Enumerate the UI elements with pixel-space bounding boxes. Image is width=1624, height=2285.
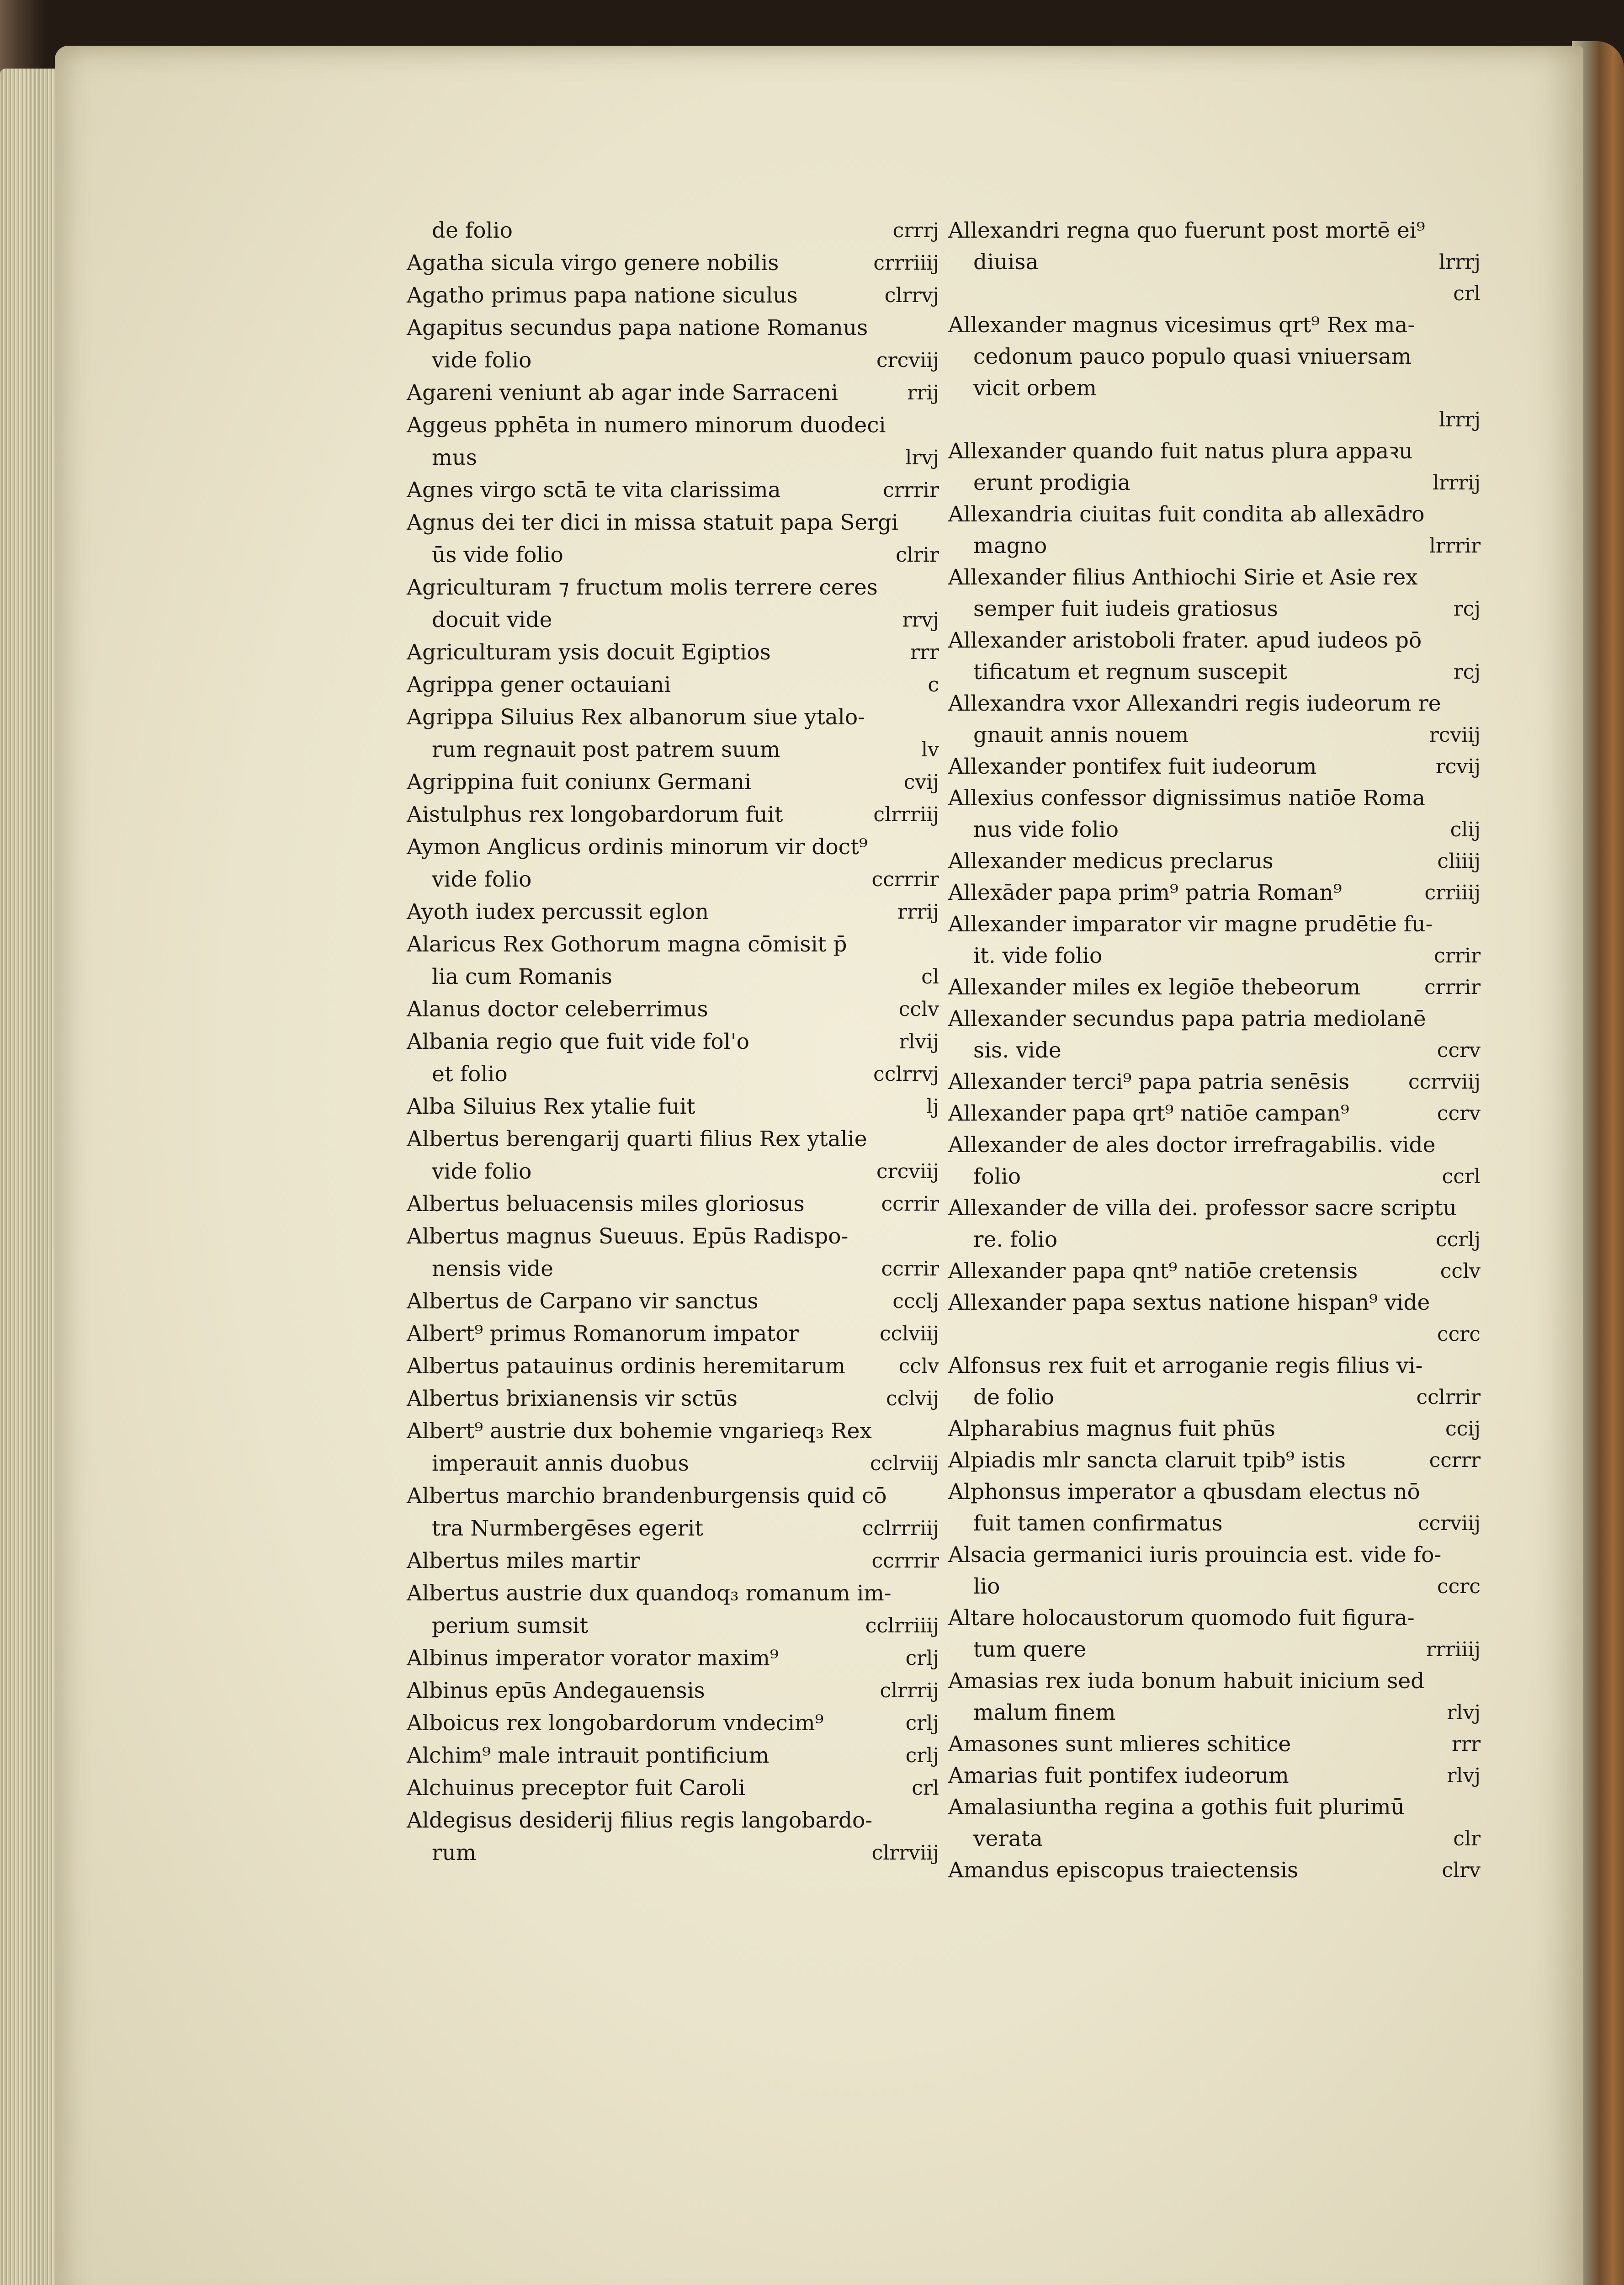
entry-folio-number: cclv xyxy=(898,998,939,1021)
entry-text: Allexander de villa dei. professor sacre scriptu xyxy=(948,1196,1457,1221)
entry-folio-number: rcviij xyxy=(1429,723,1481,747)
entry-folio-number: crrriiij xyxy=(873,251,939,275)
entry-text: tum quere xyxy=(973,1637,1087,1662)
entry-folio-number: lrrrij xyxy=(1433,471,1481,494)
entry-text: Alaricus Rex Gothorum magna cōmisit p̄ xyxy=(407,932,847,957)
entry-folio-number: crrrir xyxy=(883,478,939,502)
entry-text: vicit orbem xyxy=(973,376,1097,401)
entry-folio-number: crl xyxy=(1453,282,1481,305)
entry-text: Agatho primus papa natione siculus xyxy=(407,283,798,308)
entry-text: Agrippina fuit coniunx Germani xyxy=(407,770,752,795)
entry-folio-number: cclv xyxy=(898,1355,939,1378)
entry-text: Ayoth iudex percussit eglon xyxy=(407,899,709,925)
entry-folio-number: cclvij xyxy=(886,1387,939,1410)
entry-folio-number: lv xyxy=(921,738,939,761)
entry-text: Allexander aristoboli frater. apud iudeos pō xyxy=(948,628,1422,653)
entry-text: lia cum Romanis xyxy=(432,964,612,989)
entry-folio-number: rrriiij xyxy=(1426,1638,1481,1661)
entry-folio-number: ccrrir xyxy=(881,1192,939,1216)
entry-folio-number: clrrviij xyxy=(871,1841,939,1865)
entry-text: Albinus imperator vorator maxim⁹ xyxy=(407,1646,779,1671)
entry-folio-number: cl xyxy=(921,965,939,988)
entry-folio-number: ccrrrir xyxy=(871,868,939,891)
entry-text: Alchim⁹ male intrauit pontificium xyxy=(407,1743,770,1768)
entry-text: Albertus berengarij quarti filius Rex ytalie xyxy=(407,1127,867,1152)
right-column xyxy=(948,215,1481,1915)
entry-folio-number: clrrrij xyxy=(880,1679,939,1702)
entry-text: docuit vide xyxy=(432,607,552,632)
entry-text: Albinus epūs Andegauensis xyxy=(407,1678,705,1703)
entry-text: tra Nurmbergēses egerit xyxy=(432,1516,704,1541)
entry-text: Allexāder papa prim⁹ patria Roman⁹ xyxy=(948,880,1342,905)
entry-text: de folio xyxy=(973,1385,1054,1410)
entry-text: Aldegisus desiderij filius regis langobardo- xyxy=(407,1808,873,1833)
entry-folio-number: cvij xyxy=(903,771,939,794)
entry-folio-number: lrrrir xyxy=(1429,534,1481,558)
entry-text: Albertus marchio brandenburgensis quid cō xyxy=(407,1483,887,1509)
entry-text: Alba Siluius Rex ytalie fuit xyxy=(407,1094,695,1119)
entry-folio-number: crcviij xyxy=(876,349,939,372)
entry-text: Allexandria ciuitas fuit condita ab allexādro xyxy=(948,502,1425,527)
entry-folio-number: crlj xyxy=(905,1647,939,1670)
entry-folio-number: ccrv xyxy=(1437,1102,1481,1125)
entry-text: Albertus patauinus ordinis heremitarum xyxy=(407,1354,845,1379)
entry-text: Alanus doctor celeberrimus xyxy=(407,997,708,1022)
entry-text: Agrippa Siluius Rex albanorum siue ytalo- xyxy=(407,705,865,730)
entry-folio-number: crlj xyxy=(905,1744,939,1767)
entry-text: Alfonsus rex fuit et arroganie regis filius vi- xyxy=(948,1353,1423,1378)
entry-text: Alpharabius magnus fuit phūs xyxy=(948,1416,1275,1441)
entry-text: Albertus de Carpano vir sanctus xyxy=(407,1289,759,1314)
entry-text: lio xyxy=(973,1574,1000,1599)
entry-folio-number: cliiij xyxy=(1437,850,1481,873)
entry-text: Albertus austrie dux quandoq₃ romanum im- xyxy=(407,1581,892,1606)
entry-text: Allexander papa qnt⁹ natiōe cretensis xyxy=(948,1259,1358,1284)
entry-folio-number: ccrc xyxy=(1437,1323,1481,1346)
entry-text: malum finem xyxy=(973,1700,1116,1725)
entry-text: sis. vide xyxy=(973,1038,1061,1063)
entry-text: nensis vide xyxy=(432,1256,554,1281)
entry-folio-number: crrrir xyxy=(1424,976,1481,999)
index-text-area xyxy=(407,215,1481,1915)
entry-folio-number: crrir xyxy=(1434,944,1481,967)
entry-folio-number: cclrrvj xyxy=(873,1063,939,1086)
entry-text: Albert⁹ austrie dux bohemie vngarieq₃ Rex xyxy=(407,1419,872,1444)
entry-folio-number: lrvj xyxy=(905,446,939,469)
entry-text: tificatum et regnum suscepit xyxy=(973,659,1287,685)
entry-text: Albertus brixianensis vir sctūs xyxy=(407,1386,738,1411)
entry-folio-number: ccrv xyxy=(1437,1039,1481,1062)
entry-text: fuit tamen confirmatus xyxy=(973,1511,1223,1536)
left-column xyxy=(407,215,939,1915)
entry-folio-number: crrrj xyxy=(892,219,939,242)
entry-folio-number: clrv xyxy=(1442,1859,1481,1882)
entry-folio-number: cclrriiij xyxy=(865,1614,939,1637)
entry-text: vide folio xyxy=(432,1159,532,1184)
entry-text: Allexandri regna quo fuerunt post mortē ei⁹ xyxy=(948,218,1425,243)
entry-folio-number: lrrrj xyxy=(1439,250,1481,274)
entry-text: nus vide folio xyxy=(973,817,1119,842)
entry-folio-number: rrij xyxy=(907,381,939,404)
entry-text: Agriculturam ysis docuit Egiptios xyxy=(407,640,771,665)
entry-folio-number: rcj xyxy=(1453,660,1481,684)
entry-text: Alpiadis mlr sancta claruit tpib⁹ istis xyxy=(948,1448,1346,1473)
entry-folio-number: rrr xyxy=(1451,1732,1481,1756)
entry-text: Agrippa gener octauiani xyxy=(407,672,671,697)
entry-folio-number: ccij xyxy=(1445,1417,1481,1440)
entry-text: folio xyxy=(973,1164,1021,1189)
entry-text: rum xyxy=(432,1840,477,1865)
entry-text: Allexander pontifex fuit iudeorum xyxy=(948,754,1317,779)
entry-text: diuisa xyxy=(973,250,1039,275)
entry-text: Amasones sunt mlieres schitice xyxy=(948,1732,1291,1757)
entry-text: Agnes virgo sctā te vita clarissima xyxy=(407,478,781,503)
entry-text: Allexander secundus papa patria mediolanē xyxy=(948,1006,1426,1031)
entry-text: Allexander quando fuit natus plura appaꝛu xyxy=(948,439,1413,464)
entry-text: Allexander papa qrt⁹ natiōe campan⁹ xyxy=(948,1101,1349,1126)
entry-text: magno xyxy=(973,533,1047,558)
entry-folio-number: cclrrir xyxy=(1416,1386,1481,1409)
entry-folio-number: lrrrj xyxy=(1439,408,1481,431)
entry-folio-number: rrr xyxy=(910,641,939,664)
entry-text: erunt prodigia xyxy=(973,470,1130,495)
entry-text: Allexander miles ex legiōe thebeorum xyxy=(948,975,1361,1000)
entry-text: Amalasiuntha regina a gothis fuit plurimū xyxy=(948,1795,1405,1820)
entry-text: Albertus magnus Sueuus. Epūs Radispo- xyxy=(407,1224,849,1249)
entry-text: Allexandra vxor Allexandri regis iudeorum re xyxy=(948,691,1441,716)
entry-folio-number: ccrrir xyxy=(881,1257,939,1281)
entry-text: ūs vide folio xyxy=(432,542,563,568)
entry-text: cedonum pauco populo quasi vniuersam xyxy=(973,344,1412,369)
entry-folio-number: rcj xyxy=(1453,597,1481,621)
entry-text: Amarias fuit pontifex iudeorum xyxy=(948,1763,1289,1788)
entry-text: Alphonsus imperator a qbusdam electus nō xyxy=(948,1479,1420,1504)
entry-text: vide folio xyxy=(432,867,532,892)
entry-folio-number: rlvij xyxy=(899,1030,939,1053)
entry-folio-number: lj xyxy=(926,1095,939,1118)
entry-folio-number: rcvij xyxy=(1435,755,1481,778)
entry-folio-number: cclv xyxy=(1440,1259,1481,1283)
entry-folio-number: crcviij xyxy=(876,1160,939,1183)
entry-text: Albertus beluacensis miles gloriosus xyxy=(407,1191,805,1217)
entry-text: Allexius confessor dignissimus natiōe Roma xyxy=(948,786,1425,811)
entry-text: Amasias rex iuda bonum habuit inicium sed xyxy=(948,1669,1425,1694)
entry-text: it. vide folio xyxy=(973,943,1103,968)
entry-text: Allexander imparator vir magne prudētie fu- xyxy=(948,912,1433,937)
entry-text: Alchuinus preceptor fuit Caroli xyxy=(407,1775,745,1801)
entry-folio-number: clrrriij xyxy=(873,803,939,826)
entry-folio-number: rlvj xyxy=(1447,1701,1481,1724)
entry-folio-number: clr xyxy=(1453,1827,1481,1850)
entry-text: re. folio xyxy=(973,1227,1058,1252)
entry-folio-number: clrrvj xyxy=(884,284,939,307)
entry-text: Allexander papa sextus natione hispan⁹ vide xyxy=(948,1290,1430,1315)
entry-folio-number: ccrrrir xyxy=(871,1549,939,1573)
entry-text: Allexander filius Anthiochi Sirie et Asie rex xyxy=(948,565,1418,590)
entry-text: Allexander medicus preclarus xyxy=(948,849,1274,874)
entry-text: et folio xyxy=(432,1062,508,1087)
entry-text: Aggeus pphēta in numero minorum duodeci xyxy=(407,413,886,438)
entry-text: Albert⁹ primus Romanorum impator xyxy=(407,1321,799,1346)
entry-text: Agapitus secundus papa natione Romanus xyxy=(407,315,868,340)
entry-folio-number: ccrrviij xyxy=(1408,1070,1481,1094)
entry-folio-number: clrir xyxy=(896,543,939,567)
entry-text: Altare holocaustorum quomodo fuit figura- xyxy=(948,1605,1415,1631)
entry-folio-number: cclrrriij xyxy=(862,1517,939,1540)
entry-folio-number: ccrc xyxy=(1437,1575,1481,1598)
entry-text: Agriculturam ⁊ fructum molis terrere ceres xyxy=(407,575,878,600)
entry-text: Agareni veniunt ab agar inde Sarraceni xyxy=(407,380,838,405)
entry-folio-number: ccrlj xyxy=(1435,1228,1481,1251)
entry-folio-number: c xyxy=(928,673,939,696)
entry-text: Allexander magnus vicesimus qrt⁹ Rex ma- xyxy=(948,313,1415,338)
entry-text: Alsacia germanici iuris prouincia est. vide fo- xyxy=(948,1542,1442,1568)
entry-text: mus xyxy=(432,445,477,470)
entry-folio-number: ccrl xyxy=(1442,1165,1481,1188)
entry-folio-number: crl xyxy=(912,1776,939,1800)
entry-text: rum regnauit post patrem suum xyxy=(432,737,780,762)
entry-folio-number: ccrviij xyxy=(1418,1512,1481,1535)
entry-text: Albania regio que fuit vide fol'o xyxy=(407,1029,749,1054)
entry-text: verata xyxy=(973,1826,1043,1851)
entry-text: Allexander terci⁹ papa patria senēsis xyxy=(948,1069,1350,1095)
entry-text: Agatha sicula virgo genere nobilis xyxy=(407,250,779,276)
entry-folio-number: clij xyxy=(1450,818,1481,841)
entry-text: Amandus episcopus traiectensis xyxy=(948,1858,1299,1883)
entry-text: Aistulphus rex longobardorum fuit xyxy=(407,802,783,827)
entry-folio-number: crlj xyxy=(905,1711,939,1735)
entry-text: Albertus miles martir xyxy=(407,1548,640,1573)
entry-folio-number: crriiij xyxy=(1424,881,1481,904)
entry-text: gnauit annis nouem xyxy=(973,723,1189,748)
entry-folio-number: rrrij xyxy=(897,900,939,924)
entry-text: Alboicus rex longobardorum vndecim⁹ xyxy=(407,1711,824,1736)
entry-text: Agnus dei ter dici in missa statuit papa Sergi xyxy=(407,510,898,535)
entry-text: Aymon Anglicus ordinis minorum vir doct⁹ xyxy=(407,834,868,860)
entry-folio-number: cclviij xyxy=(879,1322,939,1345)
entry-text: Allexander de ales doctor irrefragabilis. vide xyxy=(948,1132,1436,1158)
entry-folio-number: rlvj xyxy=(1447,1764,1481,1787)
entry-text: imperauit annis duobus xyxy=(432,1451,689,1476)
entry-folio-number: ccrrr xyxy=(1429,1449,1481,1472)
entry-folio-number: rrvj xyxy=(902,608,939,632)
entry-text: perium sumsit xyxy=(432,1613,589,1638)
entry-text: semper fuit iudeis gratiosus xyxy=(973,596,1278,622)
entry-folio-number: ccclj xyxy=(892,1290,939,1313)
entry-text: vide folio xyxy=(432,348,532,373)
entry-folio-number: cclrviij xyxy=(870,1452,939,1475)
entry-text: de folio xyxy=(432,218,513,243)
